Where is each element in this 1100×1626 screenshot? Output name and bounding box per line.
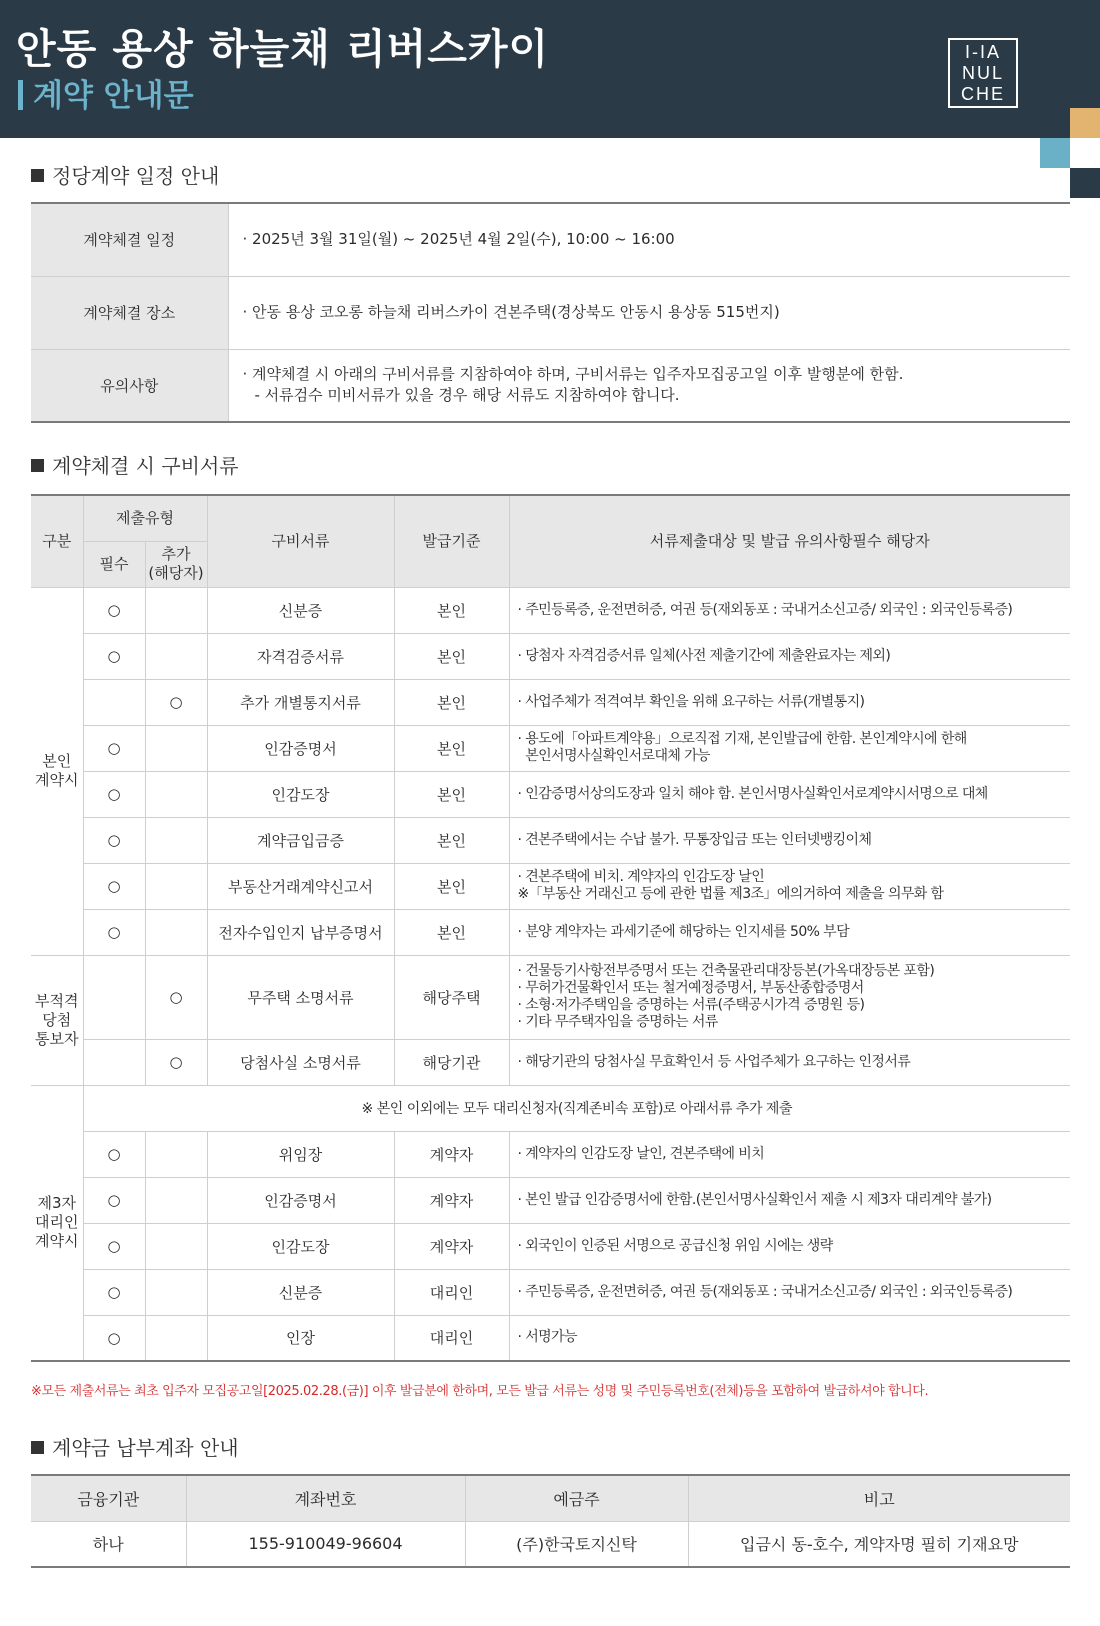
note-line: · 본인 발급 인감증명서에 한함.(본인서명사실확인서 제출 시 제3자 대리계약 불가): [517, 1191, 992, 1208]
table-row: [31, 679, 1070, 725]
page-subtitle: [18, 70, 194, 115]
additional-mark-cell: ○: [145, 679, 207, 725]
issuer: 본인: [394, 817, 509, 863]
logo-line-3: CHE: [960, 84, 1005, 104]
issuer: 본인: [394, 633, 509, 679]
note-line: · 견본주택에 비치. 계약자의 인감도장 날인: [517, 869, 765, 885]
required-mark-cell: ○: [83, 1177, 145, 1223]
notes-cell: [509, 1269, 1070, 1315]
table-row: [31, 1039, 1070, 1085]
document-name: 인감도장: [207, 771, 394, 817]
category-label-line: 부적격: [35, 991, 79, 1010]
header-additional-sub: (해당자): [148, 564, 204, 582]
documents-table: [31, 494, 1070, 1362]
table-row: [31, 771, 1070, 817]
document-name: 추가 개별통지서류: [207, 679, 394, 725]
required-mark-cell: ○: [83, 771, 145, 817]
issuer: 대리인: [394, 1315, 509, 1361]
additional-mark-cell: [145, 1131, 207, 1177]
note-line: · 당첨자 자격검증서류 일체(사전 제출기간에 제출완료자는 제외): [517, 647, 891, 664]
table-row: [31, 349, 1070, 422]
section-title-schedule: [31, 160, 219, 189]
notes-cell: [509, 909, 1070, 955]
notes-cell: [509, 1223, 1070, 1269]
document-name: 인장: [207, 1315, 394, 1361]
required-mark-cell: ○: [83, 863, 145, 909]
header-submit-type: 제출유형: [83, 495, 207, 541]
additional-mark-cell: [145, 1315, 207, 1361]
decor-square-gold: [1070, 108, 1100, 138]
additional-mark-cell: [145, 771, 207, 817]
notes-cell: [509, 817, 1070, 863]
account-holder: (주)한국토지신탁: [465, 1521, 688, 1567]
additional-mark-cell: [145, 863, 207, 909]
table-header-row: [31, 495, 1070, 541]
section-title-account-text: 계약금 납부계좌 안내: [52, 1436, 239, 1460]
schedule-note-subline: - 서류검수 미비서류가 있을 경우 해당 서류도 지참하여야 합니다.: [254, 386, 680, 405]
category-cell: [31, 955, 83, 1085]
additional-mark-cell: [145, 817, 207, 863]
issuer: 본인: [394, 863, 509, 909]
schedule-label: 계약체결 일정: [31, 203, 228, 276]
notes-cell: [509, 1315, 1070, 1361]
required-mark-cell: ○: [83, 725, 145, 771]
additional-mark-cell: [145, 909, 207, 955]
document-name: 계약금입금증: [207, 817, 394, 863]
section-title-documents: [31, 450, 239, 479]
notes-cell: [509, 771, 1070, 817]
issuer: 계약자: [394, 1177, 509, 1223]
required-mark-cell: ○: [83, 587, 145, 633]
header-document: 구비서류: [207, 495, 394, 587]
decor-square-blue: [1040, 138, 1070, 168]
header-required: 필수: [83, 541, 145, 587]
note-line: ※「부동산 거래신고 등에 관한 법률 제3조」에의거하여 제출을 의무화 함: [517, 886, 944, 902]
schedule-value: · 2025년 3월 31일(월) ~ 2025년 4월 2일(수), 10:00 ~ 16:00: [228, 203, 1070, 276]
additional-mark-cell: [145, 1223, 207, 1269]
table-row: [31, 633, 1070, 679]
logo-line-1: I-IA: [964, 42, 1001, 62]
category-label-line: 당첨: [42, 1010, 72, 1029]
issuer: 본인: [394, 679, 509, 725]
additional-mark-cell: [145, 587, 207, 633]
table-row: [31, 1269, 1070, 1315]
table-row: [31, 1521, 1070, 1567]
note-line: · 소형·저가주택임을 증명하는 서류(주택공시가격 증명원 등): [517, 997, 865, 1013]
additional-mark-cell: [145, 1177, 207, 1223]
issuer: 본인: [394, 587, 509, 633]
account-table: [31, 1474, 1070, 1568]
header-additional-label: 추가: [161, 545, 191, 563]
note-line: · 주민등록증, 운전면허증, 여권 등(재외동포 : 국내거소신고증/ 외국인 : 외국인등록증): [517, 1283, 1013, 1300]
header-category: 구분: [31, 495, 83, 587]
required-mark-cell: [83, 1039, 145, 1085]
issuer: 계약자: [394, 1131, 509, 1177]
issuer: 계약자: [394, 1223, 509, 1269]
document-name: 신분증: [207, 587, 394, 633]
table-row: [31, 1085, 1070, 1131]
document-name: 전자수입인지 납부증명서: [207, 909, 394, 955]
table-row: [31, 909, 1070, 955]
issuer: 본인: [394, 909, 509, 955]
table-row: [31, 1315, 1070, 1361]
header-notes: 서류제출대상 및 발급 유의사항필수 해당자: [509, 495, 1070, 587]
note-line: · 서명가능: [517, 1329, 577, 1346]
table-row: [31, 276, 1070, 349]
category-label-line: 통보자: [35, 1029, 79, 1048]
document-name: 위임장: [207, 1131, 394, 1177]
schedule-value: [228, 349, 1070, 422]
table-row: [31, 817, 1070, 863]
header-issuer: 발급기준: [394, 495, 509, 587]
header-bank: 금융기관: [31, 1475, 186, 1521]
required-mark-cell: ○: [83, 633, 145, 679]
subtitle-bar: [18, 80, 23, 110]
category-cell: [31, 587, 83, 955]
account-number: 155-910049-96604: [186, 1521, 465, 1567]
required-mark-cell: ○: [83, 1315, 145, 1361]
notes-cell: [509, 863, 1070, 909]
document-name: 신분증: [207, 1269, 394, 1315]
table-row: [31, 863, 1070, 909]
table-row: [31, 203, 1070, 276]
page-subtitle-text: 계약 안내문: [33, 78, 194, 114]
required-mark-cell: [83, 679, 145, 725]
document-name: 자격검증서류: [207, 633, 394, 679]
header-remark: 비고: [688, 1475, 1070, 1521]
note-line: · 외국인이 인증된 서명으로 공급신청 위임 시에는 생략: [517, 1237, 833, 1254]
square-bullet-icon: [31, 169, 44, 182]
category-cell: [31, 1085, 83, 1361]
note-line: · 건물등기사항전부증명서 또는 건축물관리대장등본(가옥대장등본 포함): [517, 963, 935, 979]
document-name: 인감증명서: [207, 1177, 394, 1223]
table-header-row: [31, 1475, 1070, 1521]
notes-cell: [509, 1131, 1070, 1177]
brand-logo: [948, 38, 1018, 108]
note-line: · 인감증명서상의도장과 일치 해야 함. 본인서명사실확인서로계약시서명으로 대체: [517, 785, 988, 802]
category-label-line: 계약시: [35, 771, 79, 789]
schedule-note-line: · 계약체결 시 아래의 구비서류를 지참하여야 하며, 구비서류는 입주자모집공고일 이후 발행분에 한함.: [242, 365, 904, 384]
logo-line-2: NUL: [961, 63, 1004, 83]
required-mark-cell: ○: [83, 817, 145, 863]
schedule-value: · 안동 용상 코오롱 하늘채 리버스카이 견본주택(경상북도 안동시 용상동 515번지): [228, 276, 1070, 349]
table-row: [31, 1177, 1070, 1223]
schedule-label: 유의사항: [31, 349, 228, 422]
required-mark-cell: ○: [83, 1131, 145, 1177]
note-line: · 해당기관의 당첨사실 무효확인서 등 사업주체가 요구하는 인정서류: [517, 1053, 911, 1070]
note-line: · 용도에「아파트계약용」으로직접 기재, 본인발급에 한함. 본인계약시에 한해: [517, 731, 967, 747]
square-bullet-icon: [31, 459, 44, 472]
document-name: 무주택 소명서류: [207, 955, 394, 1039]
decor-square-navy: [1070, 168, 1100, 198]
category-label-line: 대리인: [35, 1213, 79, 1232]
span-note-cell: ※ 본인 이외에는 모두 대리신청자(직계존비속 포함)로 아래서류 추가 제출: [83, 1085, 1070, 1131]
document-name: 인감증명서: [207, 725, 394, 771]
account-remark: 입금시 동-호수, 계약자명 필히 기재요망: [688, 1521, 1070, 1567]
notes-cell: [509, 679, 1070, 725]
required-mark-cell: ○: [83, 1269, 145, 1315]
header-account-number: 계좌번호: [186, 1475, 465, 1521]
note-line: · 분양 계약자는 과세기준에 해당하는 인지세를 50% 부담: [517, 923, 850, 940]
category-label-line: 계약시: [35, 1232, 79, 1251]
note-line: · 계약자의 인감도장 날인, 견본주택에 비치: [517, 1145, 765, 1162]
document-name: 인감도장: [207, 1223, 394, 1269]
required-mark-cell: [83, 955, 145, 1039]
table-row: [31, 587, 1070, 633]
document-name: 당첨사실 소명서류: [207, 1039, 394, 1085]
note-line: · 무허가건물확인서 또는 철거예정증명서, 부동산종합증명서: [517, 980, 864, 996]
section-title-schedule-text: 정당계약 일정 안내: [52, 164, 220, 188]
note-line: 본인서명사실확인서로대체 가능: [517, 748, 710, 764]
category-label-line: 본인: [42, 752, 72, 770]
schedule-label: 계약체결 장소: [31, 276, 228, 349]
additional-mark-cell: [145, 725, 207, 771]
note-line: · 기타 무주택자임을 증명하는 서류: [517, 1014, 718, 1030]
header-additional: [145, 541, 207, 587]
required-mark-cell: ○: [83, 1223, 145, 1269]
notes-cell: [509, 955, 1070, 1039]
issuer: 해당기관: [394, 1039, 509, 1085]
note-line: · 견본주택에서는 수납 불가. 무통장입금 또는 인터넷뱅킹이체: [517, 831, 872, 848]
additional-mark-cell: [145, 633, 207, 679]
table-row: [31, 1223, 1070, 1269]
bank-name: 하나: [31, 1521, 186, 1567]
notes-cell: [509, 587, 1070, 633]
document-name: 부동산거래계약신고서: [207, 863, 394, 909]
square-bullet-icon: [31, 1441, 44, 1454]
footnote-red: ※모든 제출서류는 최초 입주자 모집공고일[2025.02.28.(금)] 이후 발급분에 한하며, 모든 발급 서류는 성명 및 주민등록번호(전체)등을 포함하여 발급하셔야 합니다.: [31, 1384, 929, 1399]
table-row: [31, 725, 1070, 771]
note-line: · 주민등록증, 운전면허증, 여권 등(재외동포 : 국내거소신고증/ 외국인 : 외국인등록증): [517, 601, 1013, 618]
notes-cell: [509, 633, 1070, 679]
additional-mark-cell: ○: [145, 955, 207, 1039]
section-title-account: [31, 1432, 239, 1461]
issuer: 대리인: [394, 1269, 509, 1315]
note-line: · 사업주체가 적격여부 확인을 위해 요구하는 서류(개별통지): [517, 693, 865, 710]
additional-mark-cell: [145, 1269, 207, 1315]
issuer: 본인: [394, 725, 509, 771]
notes-cell: [509, 725, 1070, 771]
notes-cell: [509, 1177, 1070, 1223]
category-label-line: 제3자: [37, 1194, 77, 1213]
required-mark-cell: ○: [83, 909, 145, 955]
table-row: [31, 1131, 1070, 1177]
issuer: 본인: [394, 771, 509, 817]
additional-mark-cell: ○: [145, 1039, 207, 1085]
section-title-documents-text: 계약체결 시 구비서류: [52, 454, 239, 478]
issuer: 해당주택: [394, 955, 509, 1039]
header-banner: [0, 0, 1100, 138]
schedule-table: [31, 202, 1070, 423]
table-row: [31, 955, 1070, 1039]
page-title: 안동 용상 하늘채 리버스카이: [16, 25, 550, 73]
header-holder: 예금주: [465, 1475, 688, 1521]
notes-cell: [509, 1039, 1070, 1085]
